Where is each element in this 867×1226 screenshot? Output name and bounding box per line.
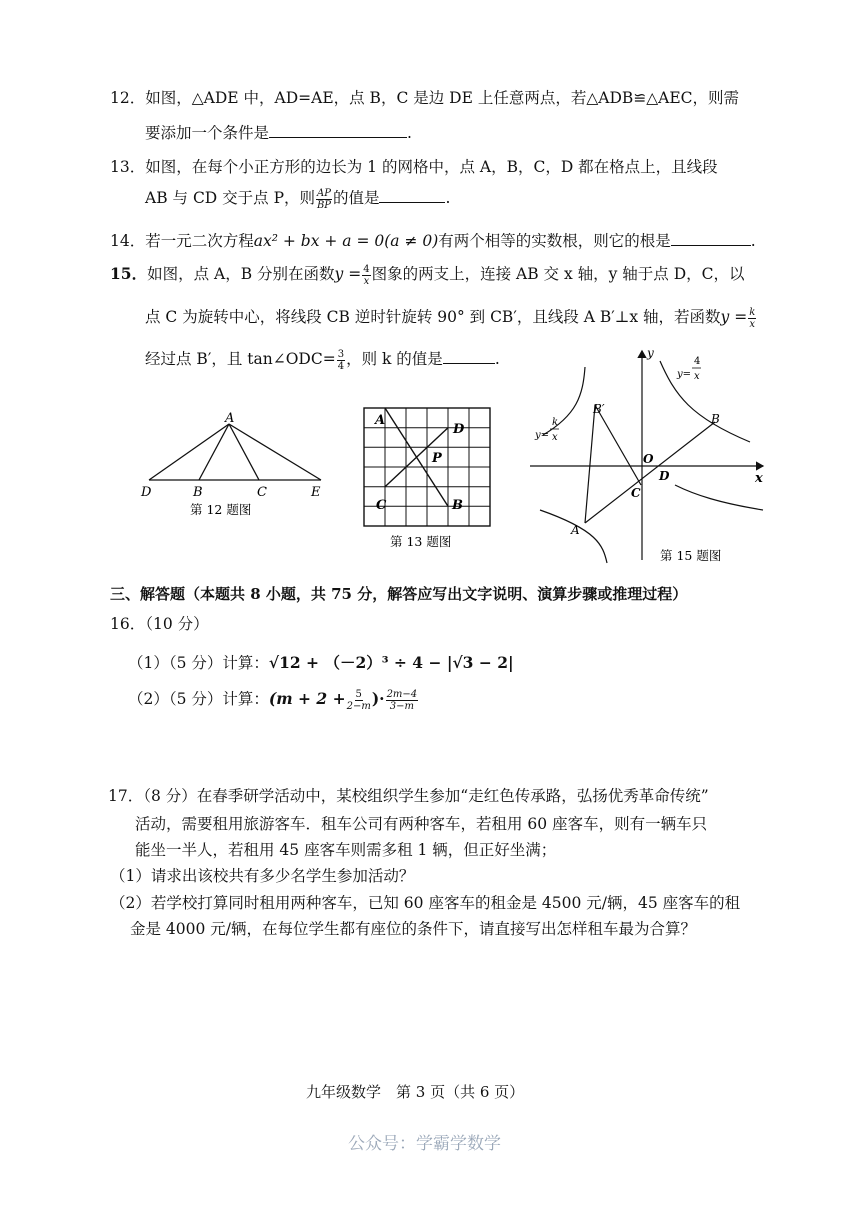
fig13-label-c: C	[376, 498, 387, 513]
q13-line1	[110, 155, 718, 177]
q15-line3: 经过点 B′，且 tan∠ODC= $\frac{3}{4}$ ，则 k 的值是 .	[145, 348, 500, 372]
fig13-label-a: A	[375, 413, 386, 428]
q15-number: 15．	[110, 264, 148, 283]
page-footer: 九年级数学 第 3 页（共 6 页）	[306, 1083, 525, 1101]
q16-part2-fraction-2: $\frac{2m-4}{3-m}$	[386, 688, 418, 712]
fig15-curve-label-2: y=	[535, 430, 550, 441]
q16-part1-label: （1）（5 分）计算：	[128, 654, 269, 672]
q16-part2-fraction-1: $\frac{5}{2-m}$	[346, 688, 371, 712]
q16-part1	[128, 651, 514, 673]
fig15-label-o: O	[643, 452, 654, 466]
q13-text-line2a: AB 与 CD 交于点 P，则	[145, 189, 316, 207]
fig15-curve-label-2-num: k	[552, 417, 559, 428]
fig15-label-d: D	[659, 469, 670, 483]
fig15-label-c: C	[631, 486, 641, 500]
q17-number: 17．（8 分）	[108, 787, 197, 805]
figure-12	[135, 410, 335, 520]
watermark: 公众号：学霸学数学	[348, 1134, 501, 1154]
fig15-caption: 第 15 题图	[660, 548, 722, 563]
q12-number: 12．	[110, 89, 146, 107]
q13-text-line1: 如图，在每个小正方形的边长为 1 的网格中，点 A，B，C，D 都在格点上，且线段	[145, 158, 718, 176]
q15-text-line1a: 如图，点 A，B 分别在函数	[147, 265, 335, 283]
fig13-label-b: B	[452, 498, 463, 513]
q13-text-line2b: 的值是	[332, 189, 380, 207]
fig12-label-c: C	[257, 485, 267, 500]
fig12-label-a: A	[225, 411, 235, 426]
fig13-label-p: P	[432, 451, 442, 466]
q15-text-line3b: ，则 k 的值是	[346, 350, 443, 368]
fig15-label-b: B	[711, 412, 720, 426]
q13-number: 13．	[110, 158, 146, 176]
q12-line2: 要添加一个条件是 .	[145, 124, 412, 142]
fig15-curve-label-1-num: 4	[694, 356, 701, 367]
fig15-label-a: A	[571, 523, 580, 537]
q17-line2: 活动，需要租用旅游客车．租车公司有两种客车，若租用 60 座客车，则有一辆车只	[135, 815, 708, 833]
fig12-label-d: D	[141, 485, 152, 500]
fig13-label-d: D	[453, 422, 465, 437]
q12-line1	[110, 86, 739, 108]
q15-fraction-1: $\frac{4}{x}$	[363, 263, 370, 287]
q16-heading: 16．（10 分）	[110, 615, 209, 633]
q14-text-b: 有两个相等的实数根，则它的根是	[438, 232, 671, 250]
q15-line1: 15．如图，点 A，B 分别在函数y = $\frac{4}{x}$ 图象的两支上，连接 AB 交 x 轴，y 轴于点 D，C，以	[110, 263, 745, 287]
fig15-curve-label-1: y=	[677, 369, 692, 380]
q17-sub2-line1: （2）若学校打算同时租用两种客车，已知 60 座客车的租金是 4500 元/辆，45 座客车的租	[110, 894, 741, 912]
q14-equation: ax² + bx + a = 0(a ≠ 0)	[253, 232, 439, 250]
fig12-caption: 第 12 题图	[190, 502, 252, 517]
figure-13	[355, 400, 505, 560]
q13-line2: AB 与 CD 交于点 P，则 $\frac{AP}{BP}$ 的值是 .	[145, 187, 451, 211]
q17-line1	[108, 784, 709, 806]
fig12-label-e: E	[311, 485, 321, 500]
q16-part2-expr-b: )·	[371, 689, 385, 708]
q15-fraction-2: $\frac{k}{x}$	[749, 306, 756, 330]
fig12-label-b: B	[193, 485, 203, 500]
q14-text-a: 若一元二次方程	[145, 232, 254, 250]
q12-text-line1: 如图，△ADE 中，AD=AE，点 B，C 是边 DE 上任意两点，若△ADB≌△AEC，则需	[145, 89, 740, 107]
q14-answer-blank[interactable]	[671, 231, 751, 246]
q16-part2	[128, 687, 419, 712]
q12-answer-blank[interactable]	[269, 123, 407, 138]
q17-sub1: （1）请求出该校共有多少名学生参加活动？	[110, 867, 415, 885]
q16-part2-label: （2）（5 分）计算：	[128, 690, 269, 708]
q16-part1-expr: √12 + （－2）³ ÷ 4 − |√3 − 2|	[268, 653, 514, 672]
section3-heading: 三、解答题（本题共 8 小题，共 75 分，解答应写出文字说明、演算步骤或推理过程）	[110, 585, 688, 603]
figure-15	[525, 345, 775, 567]
q16-part2-expr-a: (m + 2 +	[268, 689, 346, 708]
q15-text-line1b: 图象的两支上，连接 AB 交 x 轴，y 轴于点 D，C，以	[371, 265, 745, 283]
q14-line: 14．若一元二次方程ax² + bx + a = 0(a ≠ 0)有两个相等的实数根，则它的根是 .	[110, 232, 756, 250]
q15-text-line2a: 点 C 为旋转中心，将线段 CB 逆时针旋转 90° 到 CB′，且线段 A B′⊥x 轴，若函数	[145, 308, 721, 326]
fig15-curve-label-1-den: x	[694, 371, 700, 382]
fig15-label-y: y	[647, 346, 654, 360]
fig15-label-b-prime: B′	[593, 402, 605, 416]
q15-text-line3a: 经过点 B′，且 tan∠ODC=	[145, 350, 336, 368]
q13-answer-blank[interactable]	[379, 188, 445, 203]
q12-text-line2: 要添加一个条件是	[145, 124, 270, 142]
fig15-label-x: x	[755, 471, 763, 486]
q17-sub2-line2: 金是 4000 元/辆，在每位学生都有座位的条件下，请直接写出怎样租车最为合算？	[130, 920, 697, 938]
q15-answer-blank[interactable]	[443, 349, 495, 364]
q17-text-line1: 在春季研学活动中，某校组织学生参加“走红色传承路，弘扬优秀革命传统”	[196, 787, 709, 805]
fig15-curve-label-2-den: x	[552, 432, 558, 443]
q17-line3: 能坐一半人，若租用 45 座客车则需多租 1 辆，但正好坐满；	[135, 841, 557, 859]
q15-line2: 点 C 为旋转中心，将线段 CB 逆时针旋转 90° 到 CB′，且线段 A B′⊥x 轴，若函数y = $\frac{k}{x}$	[145, 306, 756, 330]
q15-fraction-3: $\frac{3}{4}$	[337, 348, 345, 372]
q13-fraction: $\frac{AP}{BP}$	[316, 187, 332, 211]
fig13-caption: 第 13 题图	[390, 534, 452, 549]
q14-number: 14．	[110, 232, 146, 250]
